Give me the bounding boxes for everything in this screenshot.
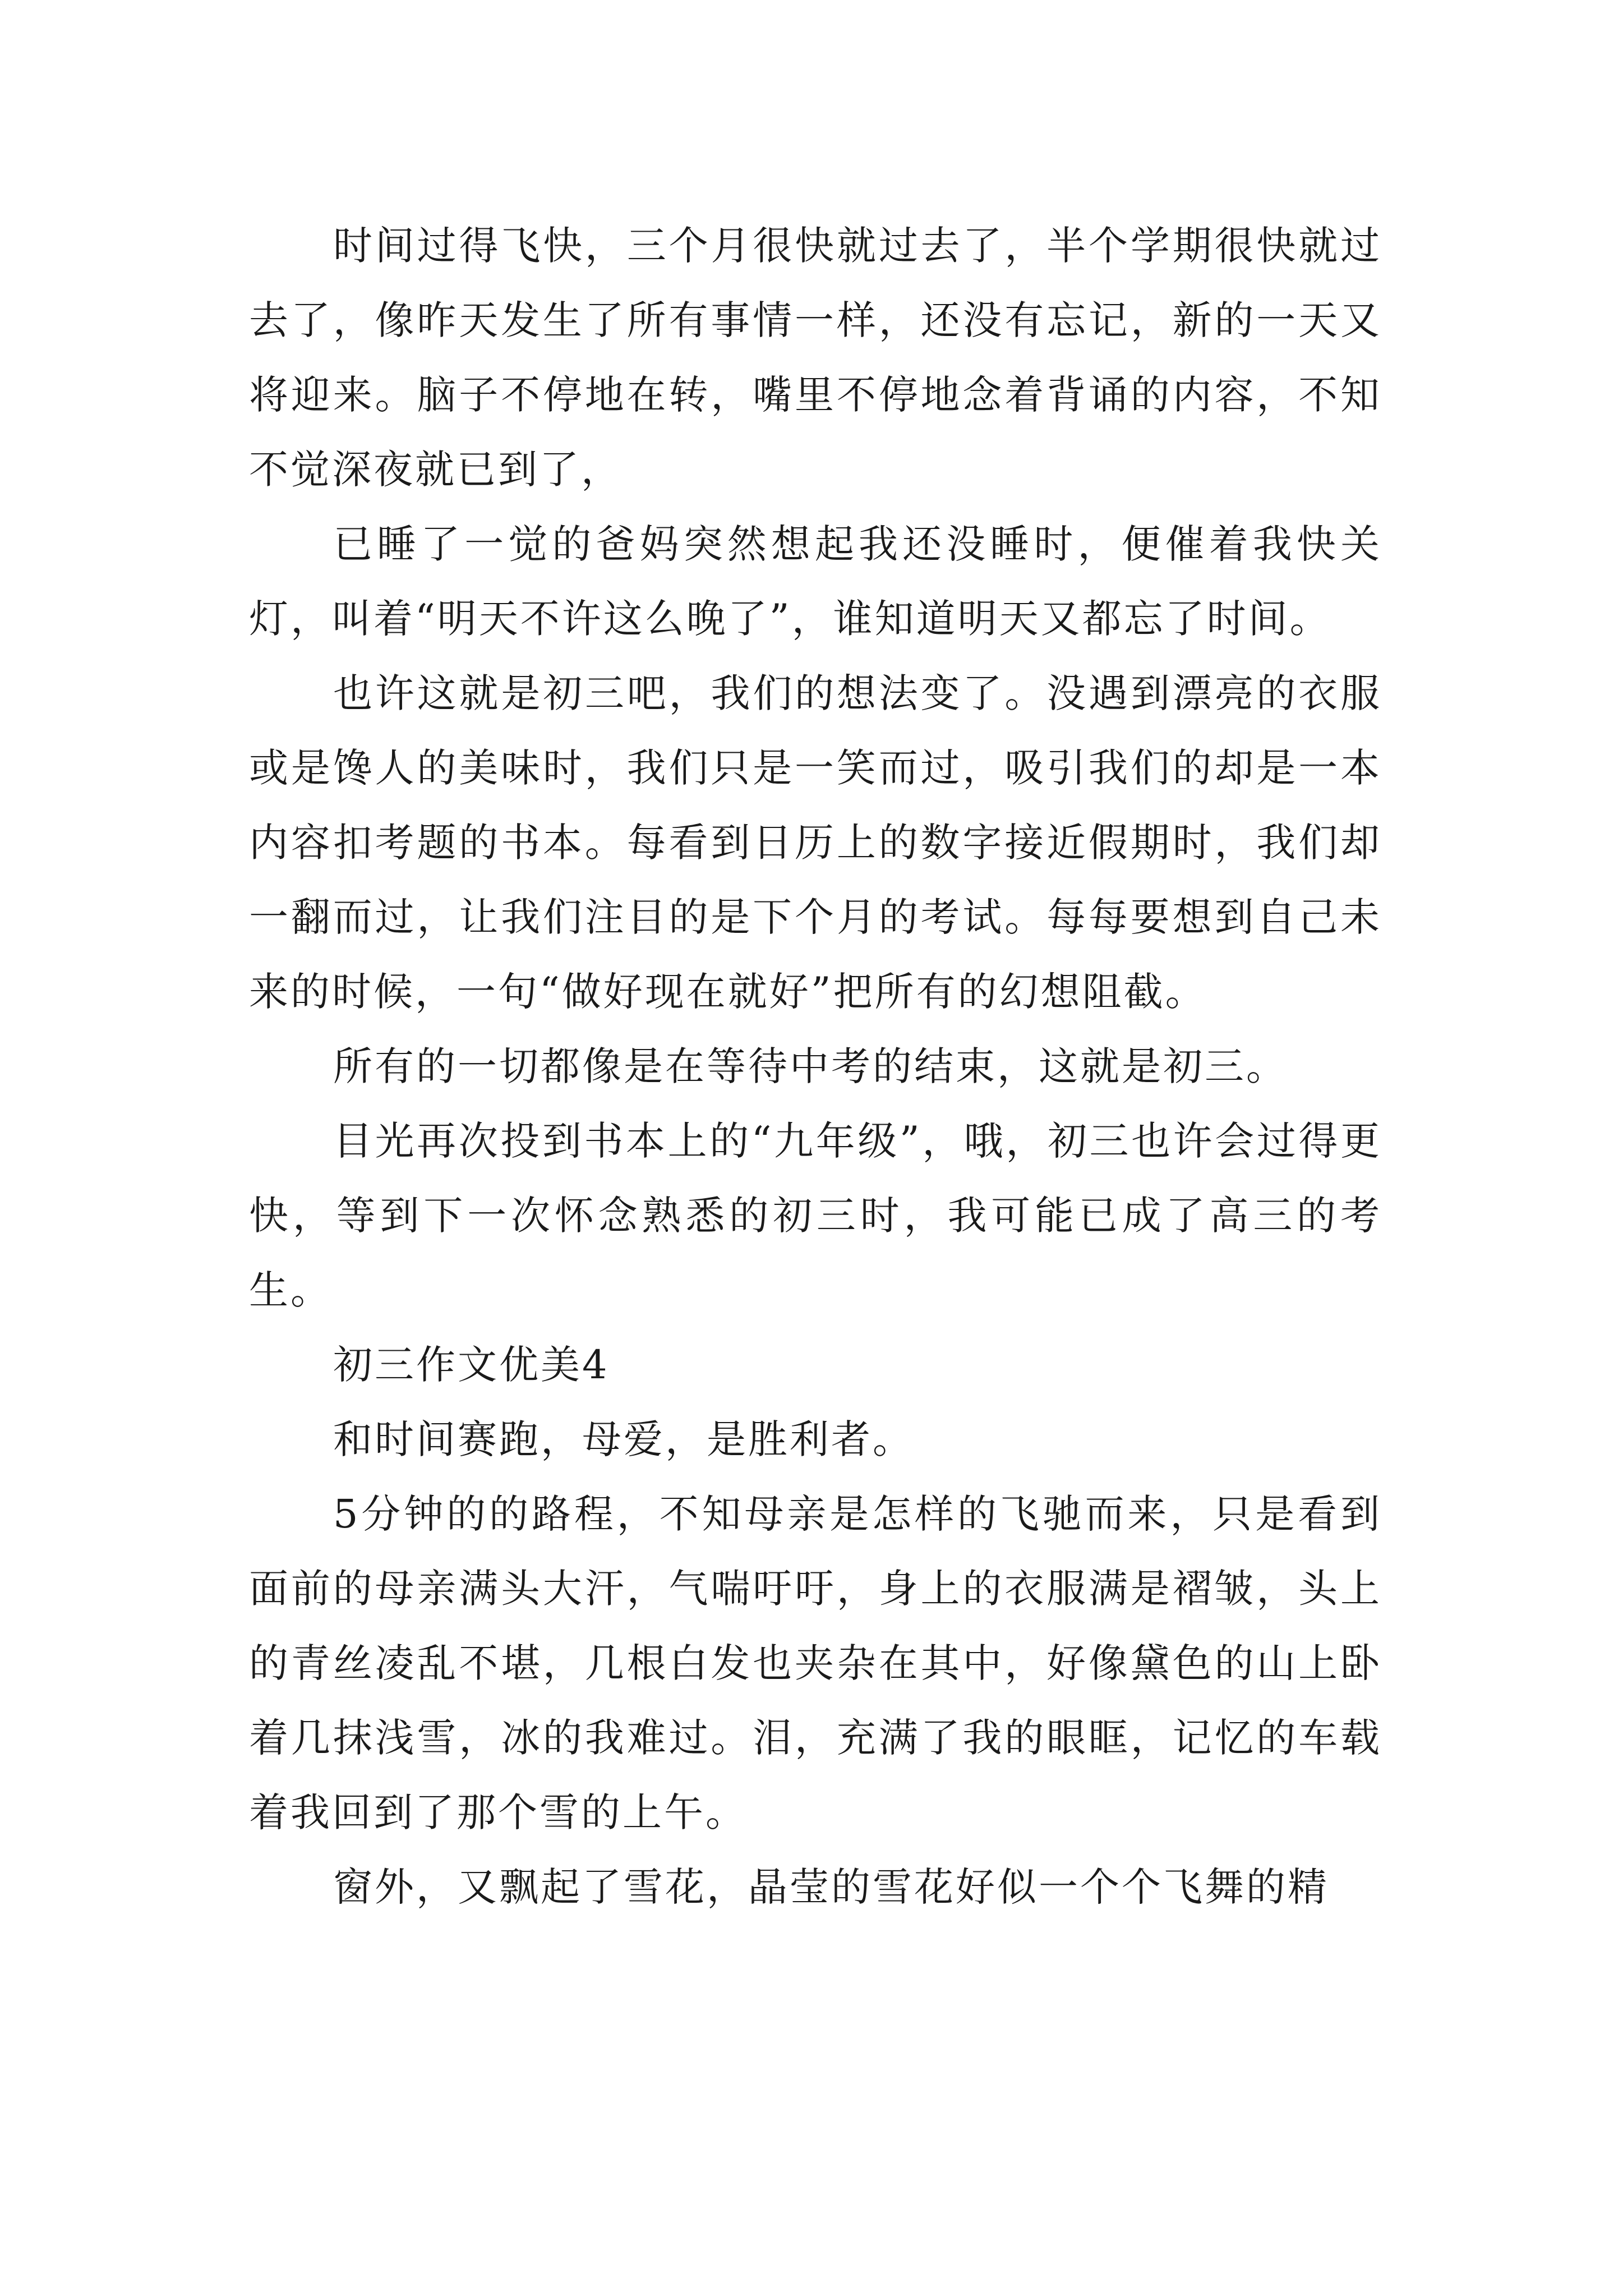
paragraph: 5分钟的的路程，不知母亲是怎样的飞驰而来，只是看到面前的母亲满头大汗，气喘吁吁，身上的衣服满是褶皱，头上的青丝凌乱不堪，几根白发也夹杂在其中，好像黛色的山上卧着几抹浅雪，冰的我难过。泪，充满了我的眼眶，记忆的车载着我回到了那个雪的上午。: [249, 1491, 1382, 1835]
document-body: [249, 209, 1382, 1925]
paragraph: 已睡了一觉的爸妈突然想起我还没睡时，便催着我快关灯，叫着“明天不许这么晚了”，谁知道明天又都忘了时间。: [249, 521, 1382, 642]
paragraph: 窗外，又飘起了雪花，晶莹的雪花好似一个个飞舞的精: [333, 1864, 1329, 1910]
paragraph: 目光再次投到书本上的“九年级”，哦，初三也许会过得更快，等到下一次怀念熟悉的初三时，我可能已成了高三的考生。: [249, 1118, 1382, 1313]
paragraph: 也许这就是初三吧，我们的想法变了。没遇到漂亮的衣服或是馋人的美味时，我们只是一笑而过，吸引我们的却是一本内容扣考题的书本。每看到日历上的数字接近假期时，我们却一翻而过，让我们注目的是下个月的考试。每每要想到自己未来的时候，一句“做好现在就好”把所有的幻想阻截。: [249, 670, 1382, 1015]
paragraph: 时间过得飞快，三个月很快就过去了，半个学期很快就过去了，像昨天发生了所有事情一样，还没有忘记，新的一天又将迎来。脑子不停地在转，嘴里不停地念着背诵的内容，不知不觉深夜就已到了，: [249, 223, 1382, 493]
paragraph: 所有的一切都像是在等待中考的结束，这就是初三。: [333, 1043, 1288, 1089]
section-heading: 初三作文优美4: [333, 1342, 610, 1388]
paragraph: 和时间赛跑，母爱，是胜利者。: [333, 1416, 914, 1462]
